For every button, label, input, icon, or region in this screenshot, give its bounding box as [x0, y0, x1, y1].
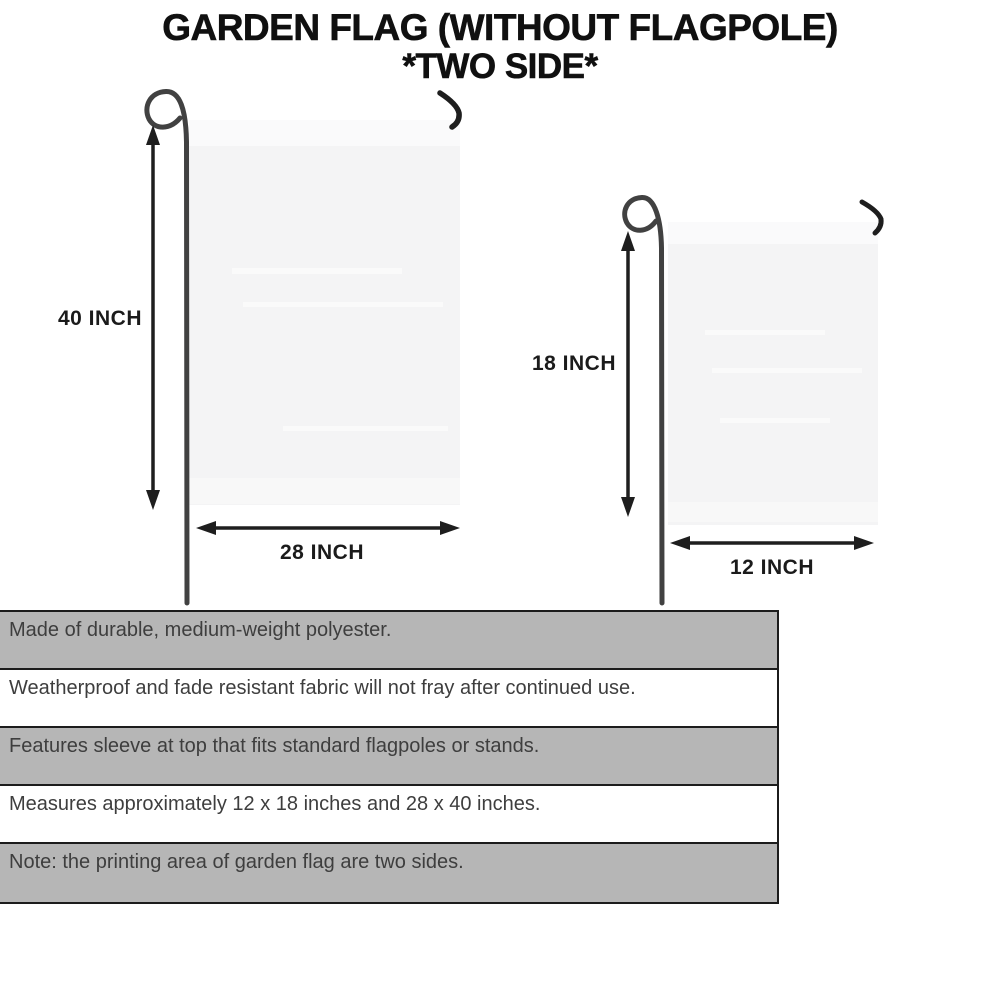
page-subtitle: *TWO SIDE*	[402, 47, 598, 86]
small-flag-height-label: 18 INCH	[531, 352, 616, 375]
small-flag	[532, 197, 881, 603]
small-flag-width-label: 12 INCH	[729, 556, 815, 579]
large-flag-width-label: 28 INCH	[279, 541, 365, 564]
feature-row-note	[0, 844, 777, 902]
large-flag-height-label: 40 INCH	[57, 307, 142, 330]
feature-row-measures	[0, 786, 777, 844]
feature-text: Note: the printing area of garden flag are two sides.	[9, 851, 464, 873]
small-flag-pole	[625, 197, 662, 603]
feature-row-sleeve	[0, 728, 777, 786]
feature-row-polyester	[0, 612, 777, 670]
size-diagram	[0, 80, 1000, 610]
feature-text: Weatherproof and fade resistant fabric will not fray after continued use.	[9, 677, 636, 699]
feature-list	[0, 610, 779, 904]
large-flag-canvas	[189, 120, 460, 505]
large-flag-height-arrow	[146, 125, 160, 510]
page-title: GARDEN FLAG (WITHOUT FLAGPOLE)	[162, 7, 838, 48]
small-flag-canvas	[668, 222, 878, 525]
large-flag-sleeve	[189, 120, 460, 146]
feature-text: Made of durable, medium-weight polyester.	[9, 619, 392, 641]
large-flag	[58, 91, 460, 603]
large-flag-width-arrow	[196, 521, 460, 535]
small-flag-height-arrow	[621, 231, 635, 517]
small-flag-width-arrow	[670, 536, 874, 550]
header	[0, 8, 1000, 86]
feature-row-weatherproof	[0, 670, 777, 728]
small-flag-sleeve	[668, 222, 878, 244]
feature-text: Measures approximately 12 x 18 inches and 28 x 40 inches.	[9, 793, 541, 815]
feature-text: Features sleeve at top that fits standard flagpoles or stands.	[9, 735, 540, 757]
